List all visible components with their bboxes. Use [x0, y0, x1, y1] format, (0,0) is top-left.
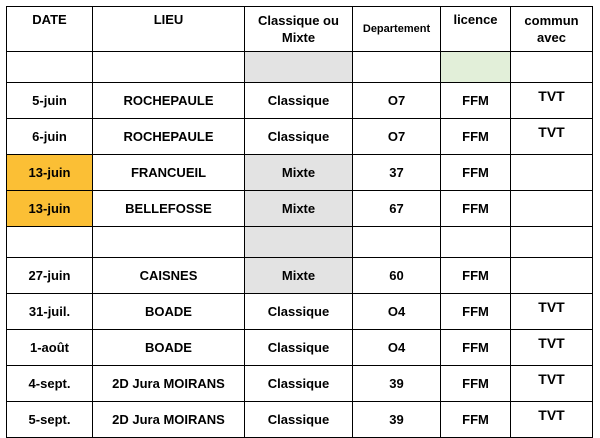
empty-cell [93, 52, 245, 83]
table-row [7, 402, 593, 438]
table-row [7, 83, 593, 119]
header-type: Classique ou Mixte [245, 7, 353, 52]
departement-cell: O7 [353, 119, 441, 155]
empty-row [7, 52, 593, 83]
lieu-cell: FRANCUEIL [93, 155, 245, 191]
type-cell: Mixte [245, 258, 353, 294]
lieu-cell: BOADE [93, 294, 245, 330]
date-cell: 5-sept. [7, 402, 93, 438]
commun-cell: TVT [511, 366, 593, 402]
type-cell: Mixte [245, 155, 353, 191]
licence-cell: FFM [441, 191, 511, 227]
licence-cell: FFM [441, 294, 511, 330]
date-cell: 1-août [7, 330, 93, 366]
lieu-cell: ROCHEPAULE [93, 83, 245, 119]
date-cell: 31-juil. [7, 294, 93, 330]
licence-cell: FFM [441, 402, 511, 438]
departement-cell: O4 [353, 294, 441, 330]
departement-cell: O4 [353, 330, 441, 366]
table-row [7, 119, 593, 155]
commun-cell: TVT [511, 83, 593, 119]
licence-cell: FFM [441, 155, 511, 191]
departement-cell: 39 [353, 402, 441, 438]
lieu-cell: 2D Jura MOIRANS [93, 366, 245, 402]
type-cell: Classique [245, 402, 353, 438]
licence-cell: FFM [441, 83, 511, 119]
type-cell: Classique [245, 294, 353, 330]
table-row [7, 258, 593, 294]
empty-cell [245, 227, 353, 258]
table-row [7, 366, 593, 402]
table-row [7, 155, 593, 191]
commun-cell: TVT [511, 294, 593, 330]
empty-cell [441, 227, 511, 258]
table-row [7, 294, 593, 330]
header-departement: Departement [353, 7, 441, 52]
empty-row [7, 227, 593, 258]
empty-cell [353, 52, 441, 83]
empty-cell [245, 52, 353, 83]
commun-cell [511, 191, 593, 227]
type-cell: Classique [245, 330, 353, 366]
lieu-cell: CAISNES [93, 258, 245, 294]
licence-cell: FFM [441, 258, 511, 294]
departement-cell: 60 [353, 258, 441, 294]
commun-cell: TVT [511, 402, 593, 438]
empty-cell [93, 227, 245, 258]
events-table [6, 6, 593, 438]
type-cell: Classique [245, 83, 353, 119]
header-row [7, 7, 593, 52]
empty-cell [7, 52, 93, 83]
header-licence: licence [441, 7, 511, 52]
empty-cell [441, 52, 511, 83]
date-cell: 27-juin [7, 258, 93, 294]
empty-cell [511, 227, 593, 258]
lieu-cell: 2D Jura MOIRANS [93, 402, 245, 438]
departement-cell: 67 [353, 191, 441, 227]
header-commun: commun avec [511, 7, 593, 52]
departement-cell: 37 [353, 155, 441, 191]
type-cell: Mixte [245, 191, 353, 227]
date-cell: 13-juin [7, 155, 93, 191]
date-cell: 4-sept. [7, 366, 93, 402]
table-row [7, 191, 593, 227]
departement-cell: O7 [353, 83, 441, 119]
licence-cell: FFM [441, 330, 511, 366]
empty-cell [511, 52, 593, 83]
commun-cell: TVT [511, 330, 593, 366]
commun-cell: TVT [511, 119, 593, 155]
empty-cell [353, 227, 441, 258]
date-cell: 5-juin [7, 83, 93, 119]
lieu-cell: BELLEFOSSE [93, 191, 245, 227]
lieu-cell: BOADE [93, 330, 245, 366]
departement-cell: 39 [353, 366, 441, 402]
empty-cell [7, 227, 93, 258]
table-row [7, 330, 593, 366]
date-cell: 13-juin [7, 191, 93, 227]
commun-cell [511, 258, 593, 294]
type-cell: Classique [245, 119, 353, 155]
commun-cell [511, 155, 593, 191]
lieu-cell: ROCHEPAULE [93, 119, 245, 155]
date-cell: 6-juin [7, 119, 93, 155]
header-lieu: LIEU [93, 7, 245, 52]
licence-cell: FFM [441, 119, 511, 155]
type-cell: Classique [245, 366, 353, 402]
header-date: DATE [7, 7, 93, 52]
licence-cell: FFM [441, 366, 511, 402]
